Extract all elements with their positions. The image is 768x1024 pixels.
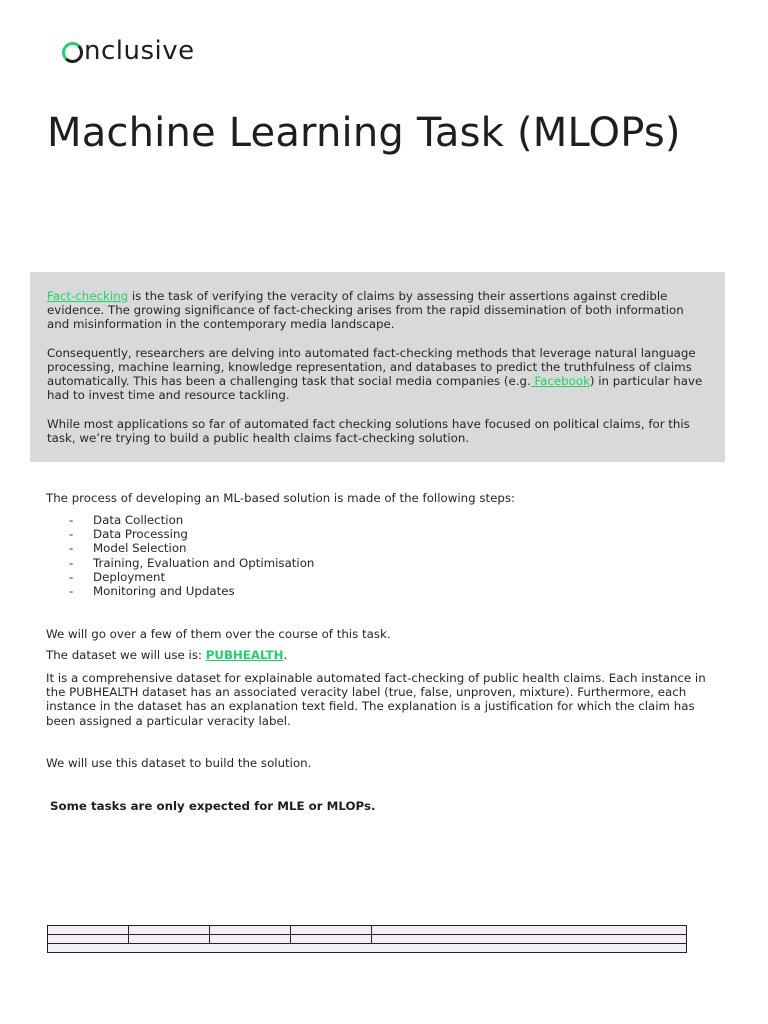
process-intro: The process of developing an ML-based solution is made of the following steps:: [46, 491, 515, 505]
use-dataset-text: We will use this dataset to build the solution.: [46, 756, 312, 770]
list-item: - Data Processing: [69, 527, 188, 542]
list-item: - Model Selection: [69, 541, 187, 556]
logo-text: nclusive: [84, 36, 195, 66]
bullet-dash: -: [69, 541, 74, 556]
mle-note: Some tasks are only expected for MLE or MLOPs.: [50, 799, 376, 813]
pubhealth-link[interactable]: PUBHEALTH: [205, 648, 284, 662]
page-title: Machine Learning Task (MLOPs): [47, 110, 681, 156]
list-item: - Data Collection: [69, 513, 184, 527]
table-cell: [129, 926, 210, 935]
table-row: [48, 935, 687, 944]
table-cell: [291, 926, 372, 935]
table-cell: [48, 935, 129, 944]
fact-checking-link[interactable]: Fact-checking: [47, 289, 129, 303]
bullet-dash: -: [69, 584, 74, 599]
intro-box: [30, 272, 725, 462]
logo-o-mark: [62, 42, 83, 63]
table-cell: [210, 926, 291, 935]
bullet-dash: -: [69, 513, 74, 527]
intro-p1-text: is the task of verifying the veracity of claims by assessing their assertions against credible evidence. The growing significance of fact-checking arises from the rapid dissemination of both information and misinformation in the contemporary media landscape.: [47, 289, 684, 332]
table-cell: [48, 944, 687, 953]
facebook-link[interactable]: Facebook: [530, 374, 590, 389]
intro-p2-text: Consequently, researchers are delving into automated fact-checking methods that leverage natural language processing, machine learning, knowledge representation, and databases to predict the truthfulness of claims automatically. This has been a challenging task that social media companies (e.g.: [47, 345, 696, 389]
intro-paragraph-1: [47, 289, 707, 332]
table-row: [48, 926, 687, 935]
steps-list: [46, 513, 314, 598]
bullet-dash: -: [69, 569, 74, 584]
table-cell: [48, 926, 129, 935]
onclusive-logo: [62, 36, 195, 66]
intro-p2-rest: ) in particular have had to invest time and resource tackling.: [47, 374, 703, 403]
dataset-description: It is a comprehensive dataset for explainable automated fact-checking of public health claims. Each instance in the PUBHEALTH dataset has an associated veracity label (true, false, unproven, mixture). Furthermore, each instance in the dataset has an explanation text field. The explanation is a justification for which the claim has been assigned a particular veracity label.: [46, 671, 706, 728]
table-cell: [210, 935, 291, 944]
bullet-dash: -: [69, 527, 74, 542]
go-over-text: We will go over a few of them over the course of this task.: [46, 627, 391, 641]
list-item: - Deployment: [69, 569, 166, 584]
dataset-line: The dataset we will use is: PUBHEALTH.: [46, 648, 288, 662]
list-item: - Training, Evaluation and Optimisation: [69, 555, 315, 570]
table-row: [48, 944, 687, 953]
bullet-dash: -: [69, 555, 74, 570]
table-cell: [129, 935, 210, 944]
table-cell: [372, 926, 687, 935]
table-cell: [291, 935, 372, 944]
table-cell: [372, 935, 687, 944]
intro-paragraph-2: [47, 346, 707, 403]
empty-table: [47, 925, 687, 953]
list-item: - Monitoring and Updates: [69, 584, 235, 599]
intro-paragraph-3: While most applications so far of automated fact checking solutions have focused on political claims, for this task, we’re trying to build a public health claims fact-checking solution.: [47, 416, 690, 445]
